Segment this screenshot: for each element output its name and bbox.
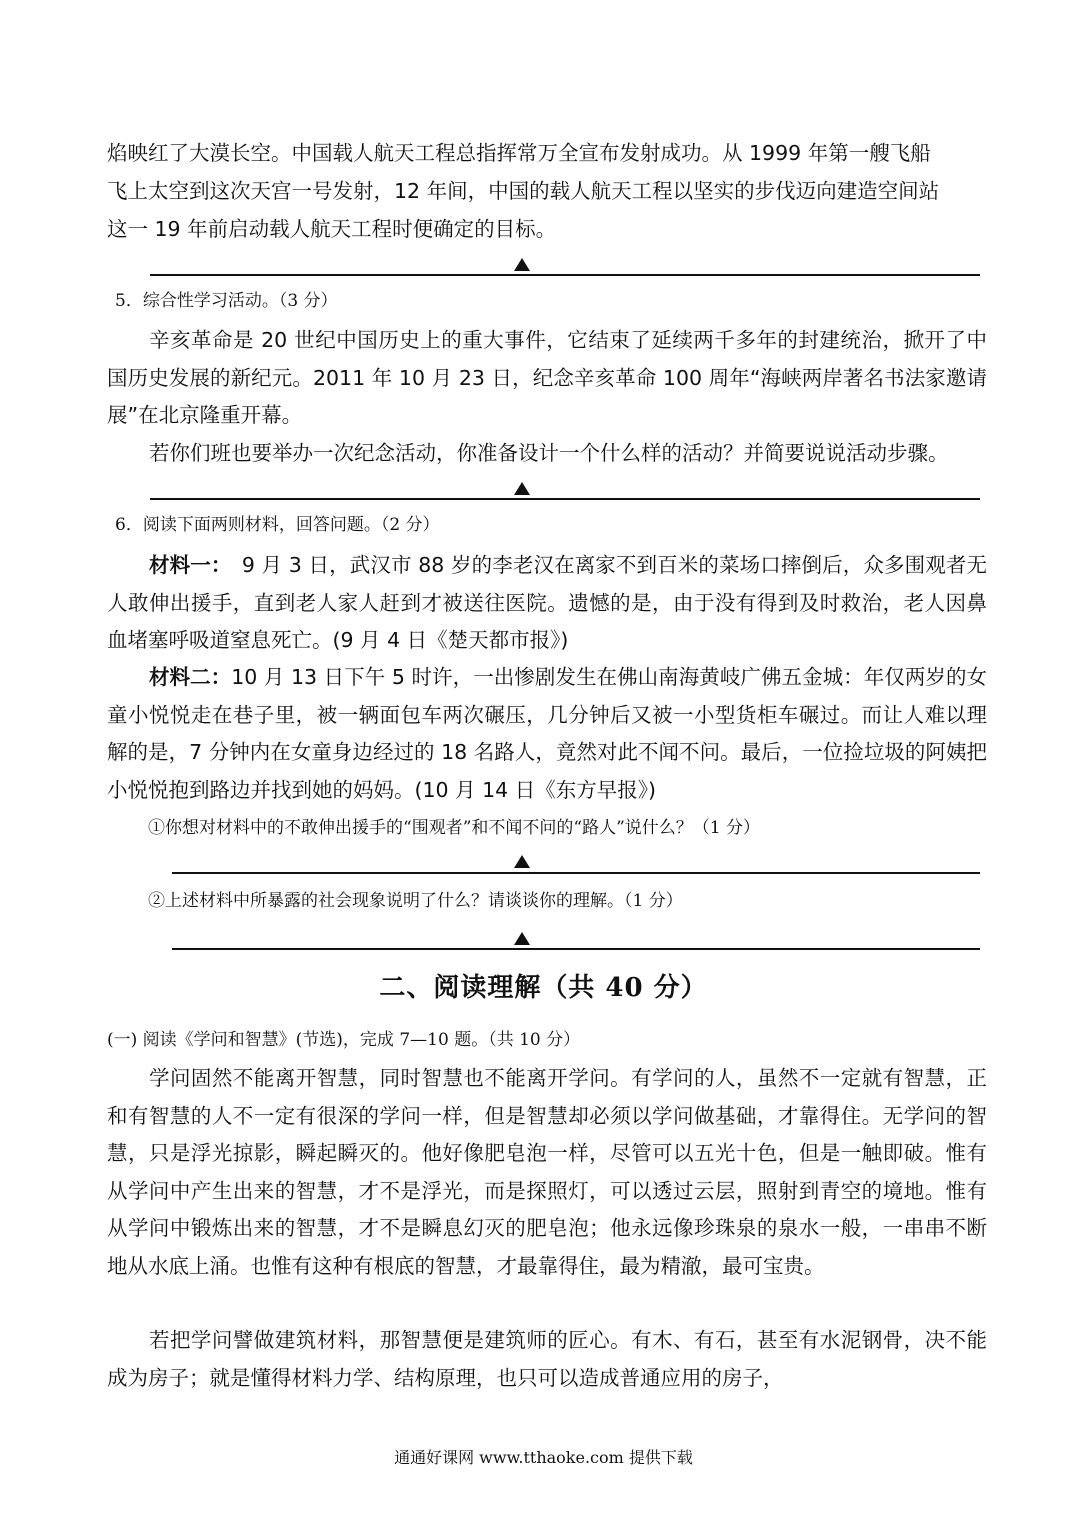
reading-passage-paragraph-1: 学问固然不能离开智慧，同时智慧也不能离开学问。有学问的人，虽然不一定就有智慧，正和有智慧的人不一定有很深的学问一样，但是智慧却必须以学问做基础，才靠得住。无学问的智慧，只是浮光掠影，瞬起瞬灭的。他好像肥皂泡一样，尽管可以五光十色，但是一触即破。惟有从学问中产生出来的智慧，才不是浮光，而是探照灯，可以透过云层，照射到青空的境地。惟有从学问中锻炼出来的智慧，才不是瞬息幻灭的肥皂泡；他永远像珍珠泉的泉水一般，一串串不断地从水底上涌。也惟有这种有根底的智慧，才最靠得住，最为精澈，最可宝贵。 [107,1066,987,1278]
reading-passage-paragraph-2: 若把学问譬做建筑材料，那智慧便是建筑师的匠心。有木、有石，甚至有水泥钢骨，决不能成为房子；就是懂得材料力学、结构原理，也只可以造成普通应用的房子， [107,1328,987,1390]
material-2 [107,659,987,809]
reading-1-instruction: (一) 阅读《学问和智慧》(节选)，完成 7—10 题。（共 10 分） [107,1030,581,1050]
answer-line[interactable] [150,274,980,276]
question-6-title: 6．阅读下面两则材料，回答问题。（2 分） [115,515,440,535]
answer-line[interactable] [172,948,980,950]
answer-marker-triangle [514,258,530,271]
answer-marker-triangle [514,932,530,945]
question-5-prompt: 若你们班也要举办一次纪念活动，你准备设计一个什么样的活动？并简要说说活动步骤。 [149,441,949,465]
answer-marker-triangle [514,482,530,495]
material-1-text: 9 月 3 日，武汉市 88 岁的李老汉在离家不到百米的菜场口摔倒后，众多围观者无人敢伸出援手，直到老人家人赶到才被送往医院。遗憾的是，由于没有得到及时救治，老人因鼻血堵塞呼吸道窒息死亡。(9 月 4 日《楚天都市报》) [107,553,987,652]
material-2-label: 材料二： [149,665,232,689]
answer-line[interactable] [172,872,980,874]
question-5-title: 5．综合性学习活动。（3 分） [115,291,338,311]
page-footer: 通通好课网 www.tthaoke.com 提供下载 [394,1448,693,1467]
question-6-sub-1: ①你想对材料中的不敢伸出援手的“围观者”和不闻不问的“路人”说什么？（1 分） [148,818,760,838]
question-5-paragraph: 辛亥革命是 20 世纪中国历史上的重大事件，它结束了延续两千多年的封建统治，掀开了中国历史发展的新纪元。2011 年 10 月 23 日，纪念辛亥革命 100 周年“海峡两岸著名书法家邀请展”在北京隆重开幕。 [107,328,987,427]
intro-line: 飞上太空到这次天宫一号发射，12 年间，中国的载人航天工程以坚实的步伐迈向建造空间站 [107,179,940,203]
section-2-title: 二、阅读理解（共 40 分） [379,973,708,1003]
answer-line[interactable] [150,498,980,500]
intro-line: 焰映红了大漠长空。中国载人航天工程总指挥常万全宣布发射成功。从 1999 年第一艘飞船 [107,141,931,165]
material-1-label: 材料一： [149,553,222,577]
material-1 [107,547,987,660]
answer-marker-triangle [514,855,530,868]
material-2-text: 10 月 13 日下午 5 时许，一出惨剧发生在佛山南海黄岐广佛五金城：年仅两岁的女童小悦悦走在巷子里，被一辆面包车两次碾压，几分钟后又被一小型货柜车碾过。而让人难以理解的是，7 分钟内在女童身边经过的 18 名路人，竟然对此不闻不问。最后，一位捡垃圾的阿姨把小悦悦抱到路边并找到她的妈妈。(10 月 14 日《东方早报》) [107,665,988,802]
intro-line: 这一 19 年前启动载人航天工程时便确定的目标。 [107,217,557,241]
question-6-sub-2: ②上述材料中所暴露的社会现象说明了什么？请谈谈你的理解。（1 分） [148,891,683,911]
